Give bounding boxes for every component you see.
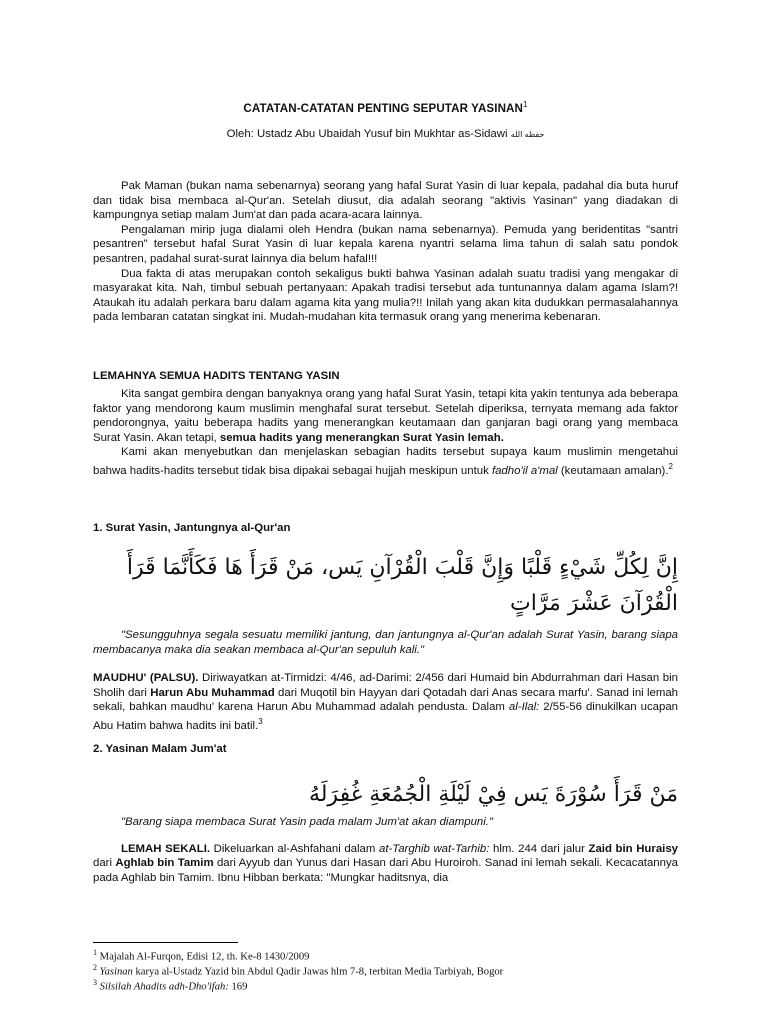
footnote-ref-2[interactable]: 2 xyxy=(668,461,673,471)
author-honorific: حفظه الله xyxy=(510,130,545,139)
hadith-2-translation: "Barang siapa membaca Surat Yasin pada malam Jum'at akan diampuni." xyxy=(121,816,494,828)
section-heading: LEMAHNYA SEMUA HADITS TENTANG YASIN xyxy=(93,370,340,382)
hadith-1-heading: 1. Surat Yasin, Jantungnya al-Qur'an xyxy=(93,522,291,534)
section-paragraph-2: Kami akan menyebutkan dan menjelaskan sebagian hadits tersebut supaya kaum muslimin mengetahui bahwa hadits-hadits tersebut tidak bisa dipakai sebagai hujjah meskipun untuk fadho'il a'mal (keutamaan amalan).$^2$ xyxy=(93,446,678,477)
footnote-ref-3[interactable]: 3 xyxy=(258,716,263,726)
title-footnote-ref[interactable]: 1 xyxy=(523,100,528,109)
footnote-2: $^2$ Yasinan karya al-Ustadz Yazid bin Abdul Qadir Jawas hlm 7-8, terbitan Media Tarbiyah, Bogor xyxy=(93,963,504,978)
hadith-2-arabic: مَنْ قَرَأَ سُوْرَةَ يَس فِيْ لَيْلَةِ الْجُمُعَةِ غُفِرَلَهُ xyxy=(308,782,678,807)
section-weak-hadith xyxy=(93,370,678,478)
title-text: CATATAN-CATATAN PENTING SEPUTAR YASINAN xyxy=(243,101,523,115)
hadith-1-arabic: إِنَّ لِكُلِّ شَيْءٍ قَلْبًا وَإِنَّ قَلْبَ الْقُرْآنِ يَس، مَنْ قَرَأَ هَا فَكَأَنَّمَا قَرَأَ الْقُرْآنَ عَشْرَ مَرَّاتٍ xyxy=(126,555,678,616)
intro-paragraph-2: Pengalaman mirip juga dialami oleh Hendra (bukan nama sebenarnya). Pemuda yang beridentitas "santri pesantren" tersebut hafal Surat Yasin di luar kepala karena nyantri selama lima tahun di salah satu pondok pesantren, padahal surat-surat lainnya dia belum hafal!!! xyxy=(93,223,678,265)
section-paragraph-1: Kita sangat gembira dengan banyaknya orang yang hafal Surat Yasin, tetapi kita yakin tentunya ada beberapa faktor yang mendorong kaum muslimin menghafal surat tersebut. Setelah diperiksa, ternyata memang ada faktor pendorongnya, yaitu beberapa hadits yang menerangkan keutamaan dan ganjaran bagi orang yang membaca Surat Yasin. Akan tetapi, semua hadits yang menerangkan Surat Yasin lemah. xyxy=(93,388,678,444)
hadith-1-explanation: MAUDHU' (PALSU). Diriwayatkan at-Tirmidzi: 4/46, ad-Darimi: 2/456 dari Humaid bin Abdurrahman dari Hasan bin Sholih dari Harun Abu Muhammad dari Muqotil bin Hayyan dari Qotadah dari Anas secara marfu'. Sanad ini lemah sekali, bahkan maudhu' karena Harun Abu Muhammad adalah pendusta. Dalam al-Ilal: 2/55-56 dinukilkan ucapan Abu Hatim bahwa hadits ini batil.$^3$ xyxy=(93,672,678,732)
footnote-divider xyxy=(93,942,238,943)
footnote-3: $^3$ Silsilah Ahadits adh-Dho'ifah: 169 xyxy=(93,978,248,993)
hadith-2-explanation: LEMAH SEKALI. Dikeluarkan al-Ashfahani dalam at-Targhib wat-Tarhib: hlm. 244 dari jalur Zaid bin Huraisy dari Aghlab bin Tamim dari Ayyub dan Yunus dari Hasan dari Abu Huroiroh. Sanad ini lemah sekali. Kecacatannya pada Aghlab bin Tamim. Ibnu Hibban berkata: "Mungkar haditsnya, dia xyxy=(93,842,678,884)
intro-paragraph-1: Pak Maman (bukan nama sebenarnya) seorang yang hafal Surat Yasin di luar kepala, padahal dia buta huruf dan tidak bisa membaca al-Qur'an. Setelah diusut, dia adalah seorang "aktivis Yasinan" yang diadakan di kampungnya setiap malam Jum'at dan pada acara-acara lainnya. xyxy=(93,180,678,222)
intro-section xyxy=(93,179,678,325)
hadith-2 xyxy=(93,743,678,885)
author-text: Oleh: Ustadz Abu Ubaidah Yusuf bin Mukhtar as-Sidawi xyxy=(226,128,508,140)
hadith-1 xyxy=(93,522,678,733)
hadith-1-translation: "Sesungguhnya segala sesuatu memiliki jantung, dan jantungnya al-Qur'an adalah Surat Yasin, barang siapa membacanya maka dia seakan membaca al-Qur'an sepuluh kali." xyxy=(93,629,678,656)
document-title xyxy=(93,100,678,115)
intro-paragraph-3: Dua fakta di atas merupakan contoh sekaligus bukti bahwa Yasinan adalah suatu tradisi yang mengakar di masyarakat kita. Nah, timbul sebuah pertanyaan: Apakah tradisi tersebut ada tuntunannya dalam agama Islam?! Ataukah itu adalah perkara baru dalam agama kita yang mulia?!! Inilah yang akan kita dudukkan permasalahannya pada lembaran catatan singkat ini. Mudah-mudahan kita termasuk orang yang menerima kebenaran. xyxy=(93,267,678,324)
hadith-2-heading: 2. Yasinan Malam Jum'at xyxy=(93,743,227,755)
author-line xyxy=(93,128,678,140)
footnote-1: $^1$ Majalah Al-Furqon, Edisi 12, th. Ke-8 1430/2009 xyxy=(93,948,310,963)
